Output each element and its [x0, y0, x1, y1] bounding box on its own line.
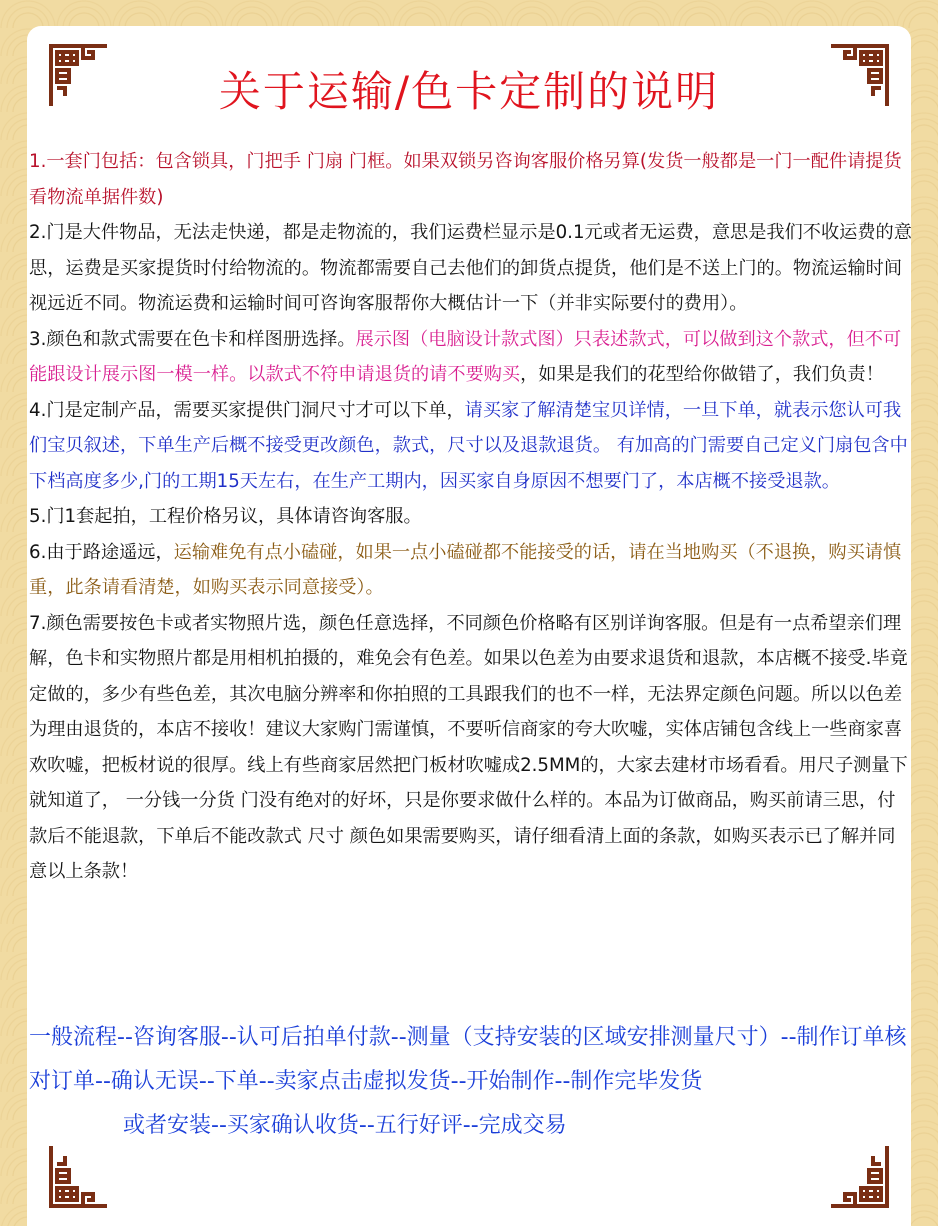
- term-text: 2.门是大件物品，无法走快递，都是走物流的，我们运费栏显示是0.1元或者无运费，意思是我们不收运费的意思，运费是买家提货时付给物流的。物流都需要自己去他们的卸货点提货，他们是不送上门的。物流运输时间视远近不同。物流运费和运输时间可咨询客服帮你大概估计一下（并非实际要付的费用）。: [29, 222, 912, 314]
- term-text: 5.门1套起拍，工程价格另议，具体请咨询客服。: [29, 506, 422, 527]
- term-text: 7.颜色需要按色卡或者实物照片选，颜色任意选择，不同颜色价格略有区别详询客服。但是有一点希望亲们理解，色卡和实物照片都是用相机拍摄的，难免会有色差。如果以色差为由要求退货和退款，本店概不接受.毕竟定做的，多少有些色差，其次电脑分辨率和你拍照的工具跟我们的也不一样，无法界定颜色问题。所以以色差为理由退货的，本店不接收！建议大家购门需谨慎，不要听信商家的夸大吹嘘，实体店铺包含线上一些商家喜欢吹嘘，把板材说的很厚。线上有些商家居然把门板材吹嘘成2.5MM的，大家去建材市场看看。用尺子测量下就知道了， 一分钱一分货 门没有绝对的好坏，只是你要求做什么样的。本品为订做商品，购买前请三思，付款后不能退款，下单后不能改款式 尺寸 颜色如果需要购买，请仔细看清上面的条款，如购买表示已了解并同意以上条款！: [29, 612, 908, 882]
- term-item-4: [29, 393, 913, 500]
- term-text: 6.由于路途遥远，: [29, 541, 174, 563]
- terms-list: [29, 144, 913, 890]
- page-title: 关于运输/色卡定制的说明: [218, 67, 720, 116]
- term-highlight-text: 请买家了解清楚宝贝详情，一旦下单，就表示您认可我们宝贝叙述，下单生产后概不接受更改颜色，款式，尺寸以及退款退货。 有加高的门需要自己定义门扇包含中下档高度多少,门的工期15天左右，在生产工期内，因买家自身原因不想要门了，本店概不接受退款。: [29, 399, 908, 492]
- term-highlight-text: 展示图（电脑设计款式图）只表述款式，可以做到这个款式，但不可能跟设计展示图一模一样。以款式不符申请退货的请不要购买: [29, 328, 902, 385]
- term-item-5: [29, 499, 913, 535]
- fret-corner-icon: [827, 1144, 891, 1210]
- term-item-1: [29, 144, 913, 215]
- term-item-6: [29, 535, 913, 606]
- process-flow-line-1: 一般流程--咨询客服--认可后拍单付款--测量（支持安装的区域安排测量尺寸）--制作订单核对订单--确认无误--下单--卖家点击虚拟发货--开始制作--制作完毕发货: [29, 1025, 907, 1094]
- term-text: 1.一套门包括：包含锁具，门把手 门扇 门框。如果双锁另咨询客服价格另算(发货一般都是一门一配件请提货看物流单据件数): [29, 151, 902, 208]
- term-item-3: [29, 322, 913, 393]
- term-item-7: [29, 606, 913, 890]
- term-text: 4.门是定制产品，需要买家提供门洞尺寸才可以下单，: [29, 399, 465, 421]
- term-item-2: [29, 215, 913, 322]
- term-highlight-text: 运输难免有点小磕碰，如果一点小磕碰都不能接受的话，请在当地购买（不退换，购买请慎重，此条请看清楚，如购买表示同意接受）。: [29, 541, 902, 598]
- term-text: 3.颜色和款式需要在色卡和样图册选择。: [29, 328, 356, 350]
- fret-corner-icon: [47, 1144, 111, 1210]
- process-flow: [29, 1016, 913, 1148]
- notice-card: [27, 26, 911, 1226]
- term-text: ，如果是我们的花型给你做错了，我们负责！: [520, 364, 884, 385]
- process-flow-line-2: 或者安装--买家确认收货--五行好评--完成交易: [123, 1113, 567, 1138]
